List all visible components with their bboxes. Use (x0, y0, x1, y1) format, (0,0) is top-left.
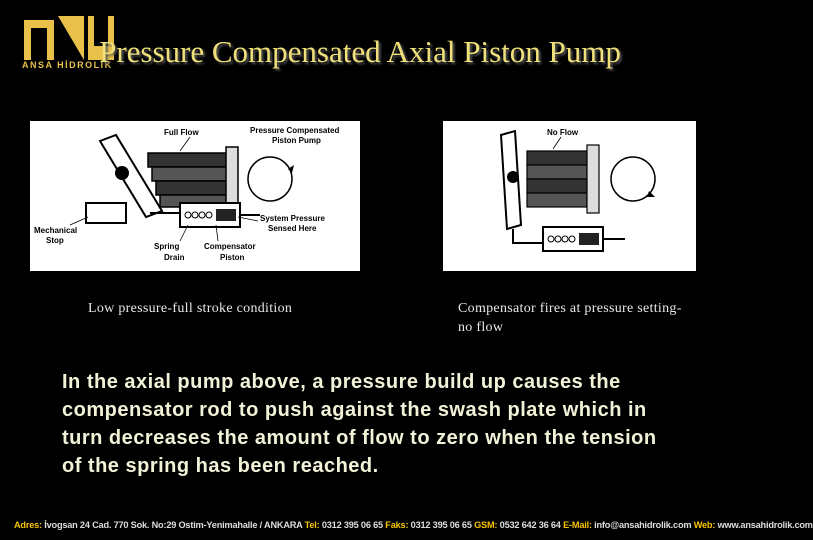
caption-no-flow: Compensator fires at pressure setting- no flow (458, 301, 682, 335)
label-no-flow: No Flow (547, 128, 579, 137)
caption-full-stroke: Low pressure-full stroke condition (88, 301, 293, 316)
diagram-full-stroke (30, 121, 360, 271)
footer-contact-bar (0, 514, 813, 540)
label-compensator-line1: Compensator (204, 242, 256, 251)
label-compensator-line2: Piston (220, 253, 245, 262)
label-system-pressure-line2: Sensed Here (268, 224, 317, 233)
footer-fax-label: Faks: (385, 520, 409, 530)
footer-fax: 0312 395 06 65 (410, 520, 472, 530)
label-system-pressure-line1: System Pressure (260, 214, 325, 223)
slide-title: Pressure Compensated Axial Piston Pump (99, 34, 621, 69)
footer-web[interactable]: www.ansahidrolik.com (717, 520, 813, 530)
footer-address-label: Adres: (14, 520, 42, 530)
slide-description: In the axial pump above, a pressure build up causes the compensator rod to push against the swash plate which in turn decreases the amount of flow to zero when the tension of the spring has been reached. (62, 371, 657, 477)
footer-contact-text (14, 520, 813, 530)
logo-brand-text: ANSA HİDROLİK (22, 60, 113, 70)
label-pcpp-line1: Pressure Compensated (250, 126, 340, 135)
footer-email-label: E-Mail: (563, 520, 592, 530)
label-pcpp-line2: Piston Pump (272, 136, 321, 145)
footer-tel-label: Tel: (304, 520, 320, 530)
label-spring-line2: Drain (164, 253, 185, 262)
footer-email[interactable]: info@ansahidrolik.com (594, 520, 692, 530)
label-spring-line1: Spring (154, 242, 180, 251)
label-mech-stop-line2: Stop (46, 236, 64, 245)
footer-address: İvogsan 24 Cad. 770 Sok. No:29 Ostim-Yenimahalle / ANKARA (44, 520, 303, 530)
footer-gsm: 0532 642 36 64 (499, 520, 561, 530)
diagram-no-flow (443, 121, 696, 271)
label-full-flow: Full Flow (164, 128, 199, 137)
footer-tel: 0312 395 06 65 (321, 520, 383, 530)
footer-gsm-label: GSM: (474, 520, 498, 530)
label-mech-stop-line1: Mechanical (34, 226, 78, 235)
footer-web-label: Web: (693, 520, 716, 530)
